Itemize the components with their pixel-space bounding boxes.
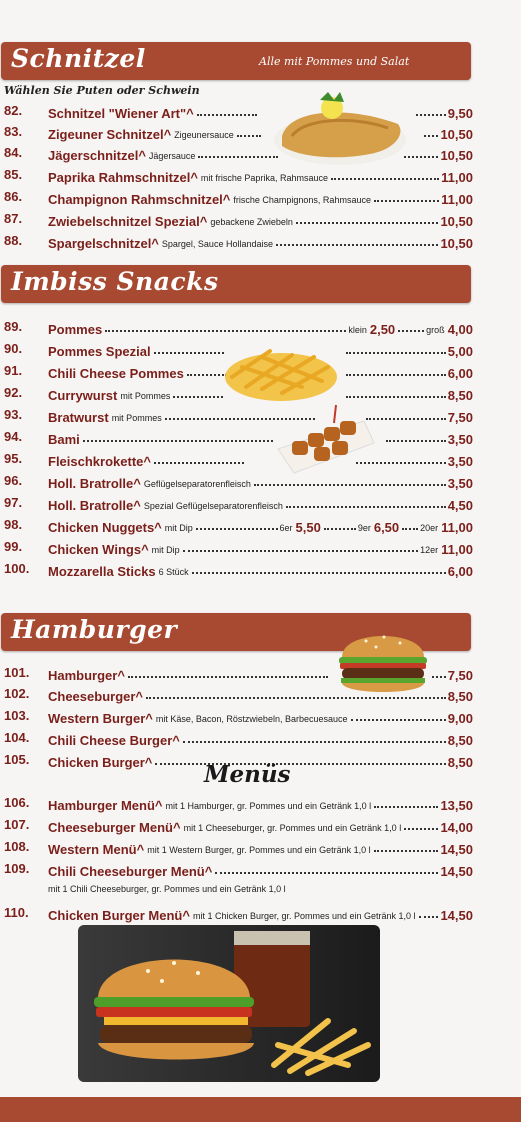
menu-item: 94. Bami 3,50 xyxy=(4,429,473,447)
menu-item: 90. Pommes Spezial 5,00 xyxy=(4,341,473,359)
menu-item: 96. Holl. Bratrolle^ Geflügelseparatorenfleisch 3,50 xyxy=(4,473,473,491)
menu-item: 83. Zigeuner Schnitzel^ Zigeunersauce 10,50 xyxy=(4,124,473,142)
menu-item: 108. Western Menü^ mit 1 Western Burger, gr. Pommes und ein Getränk 1,0 l 14,50 xyxy=(4,839,473,857)
menu-item: 82. Schnitzel "Wiener Art"^ 9,50 xyxy=(4,103,473,121)
burger-menu-photo xyxy=(78,925,380,1082)
menus-title: Menüs xyxy=(204,761,291,788)
menu-item: 93. Bratwurst mit Pommes 7,50 xyxy=(4,407,473,425)
bottom-bar xyxy=(0,1097,521,1122)
imbiss-banner xyxy=(1,265,471,303)
schnitzel-subtitle: Alle mit Pommes und Salat xyxy=(259,55,410,68)
hamburger-title: Hamburger xyxy=(11,615,178,644)
schnitzel-title: Schnitzel xyxy=(11,44,146,73)
menu-item: 110. Chicken Burger Menü^ mit 1 Chicken Burger, gr. Pommes und ein Getränk 1,0 l 14,50 xyxy=(4,905,473,923)
menu-item: 89. Pommes klein 2,50 groß 4,00 xyxy=(4,319,473,337)
menu-item: 88. Spargelschnitzel^ Spargel, Sauce Hollandaise 10,50 xyxy=(4,233,473,251)
imbiss-title: Imbiss Snacks xyxy=(11,267,219,296)
menu-item: 99. Chicken Wings^ mit Dip 12er 11,00 xyxy=(4,539,473,557)
menu-item: 97. Holl. Bratrolle^ Spezial Geflügelseparatorenfleisch 4,50 xyxy=(4,495,473,513)
menu-item: 86. Champignon Rahmschnitzel^ frische Champignons, Rahmsauce 11,00 xyxy=(4,189,473,207)
schnitzel-image xyxy=(270,88,410,168)
schnitzel-banner xyxy=(1,42,471,80)
menu-item: 103. Western Burger^ mit Käse, Bacon, Röstzwiebeln, Barbecuesauce 9,00 xyxy=(4,708,473,726)
menu-item: 109. Chili Cheeseburger Menü^ 14,50 xyxy=(4,861,473,879)
fries-image xyxy=(222,337,340,403)
menu-item: 92. Currywurst mit Pommes 8,50 xyxy=(4,385,473,403)
menu-item: 95. Fleischkrokette^ 3,50 xyxy=(4,451,473,469)
menu-item: 101. Hamburger^ 7,50 xyxy=(4,665,473,683)
menu-item: 100. Mozzarella Sticks 6 Stück 6,00 xyxy=(4,561,473,579)
menu-item: 87. Zwiebelschnitzel Spezial^ gebackene Zwiebeln 10,50 xyxy=(4,211,473,229)
menu-item: 107. Cheeseburger Menü^ mit 1 Cheeseburger, gr. Pommes und ein Getränk 1,0 l 14,00 xyxy=(4,817,473,835)
currywurst-image xyxy=(274,403,378,477)
menu-item: 104. Chili Cheese Burger^ 8,50 xyxy=(4,730,473,748)
menu-item: 84. Jägerschnitzel^ Jägersauce 10,50 xyxy=(4,145,473,163)
schnitzel-note: Wählen Sie Puten oder Schwein xyxy=(4,84,200,97)
menu-item-109-description: mit 1 Chili Cheeseburger, gr. Pommes und ein Getränk 1,0 l xyxy=(48,884,286,894)
menu-item: 85. Paprika Rahmschnitzel^ mit frische Paprika, Rahmsauce 11,00 xyxy=(4,167,473,185)
menu-item: 102. Cheeseburger^ 8,50 xyxy=(4,686,473,704)
menu-item: 106. Hamburger Menü^ mit 1 Hamburger, gr. Pommes und ein Getränk 1,0 l 13,50 xyxy=(4,795,473,813)
menu-item: 105. Chicken Burger^ 8,50 xyxy=(4,752,473,770)
menu-item: 98. Chicken Nuggets^ mit Dip 6er 5,50 9er 6,50 20er 11,00 xyxy=(4,517,473,535)
menu-item: 91. Chili Cheese Pommes 6,00 xyxy=(4,363,473,381)
